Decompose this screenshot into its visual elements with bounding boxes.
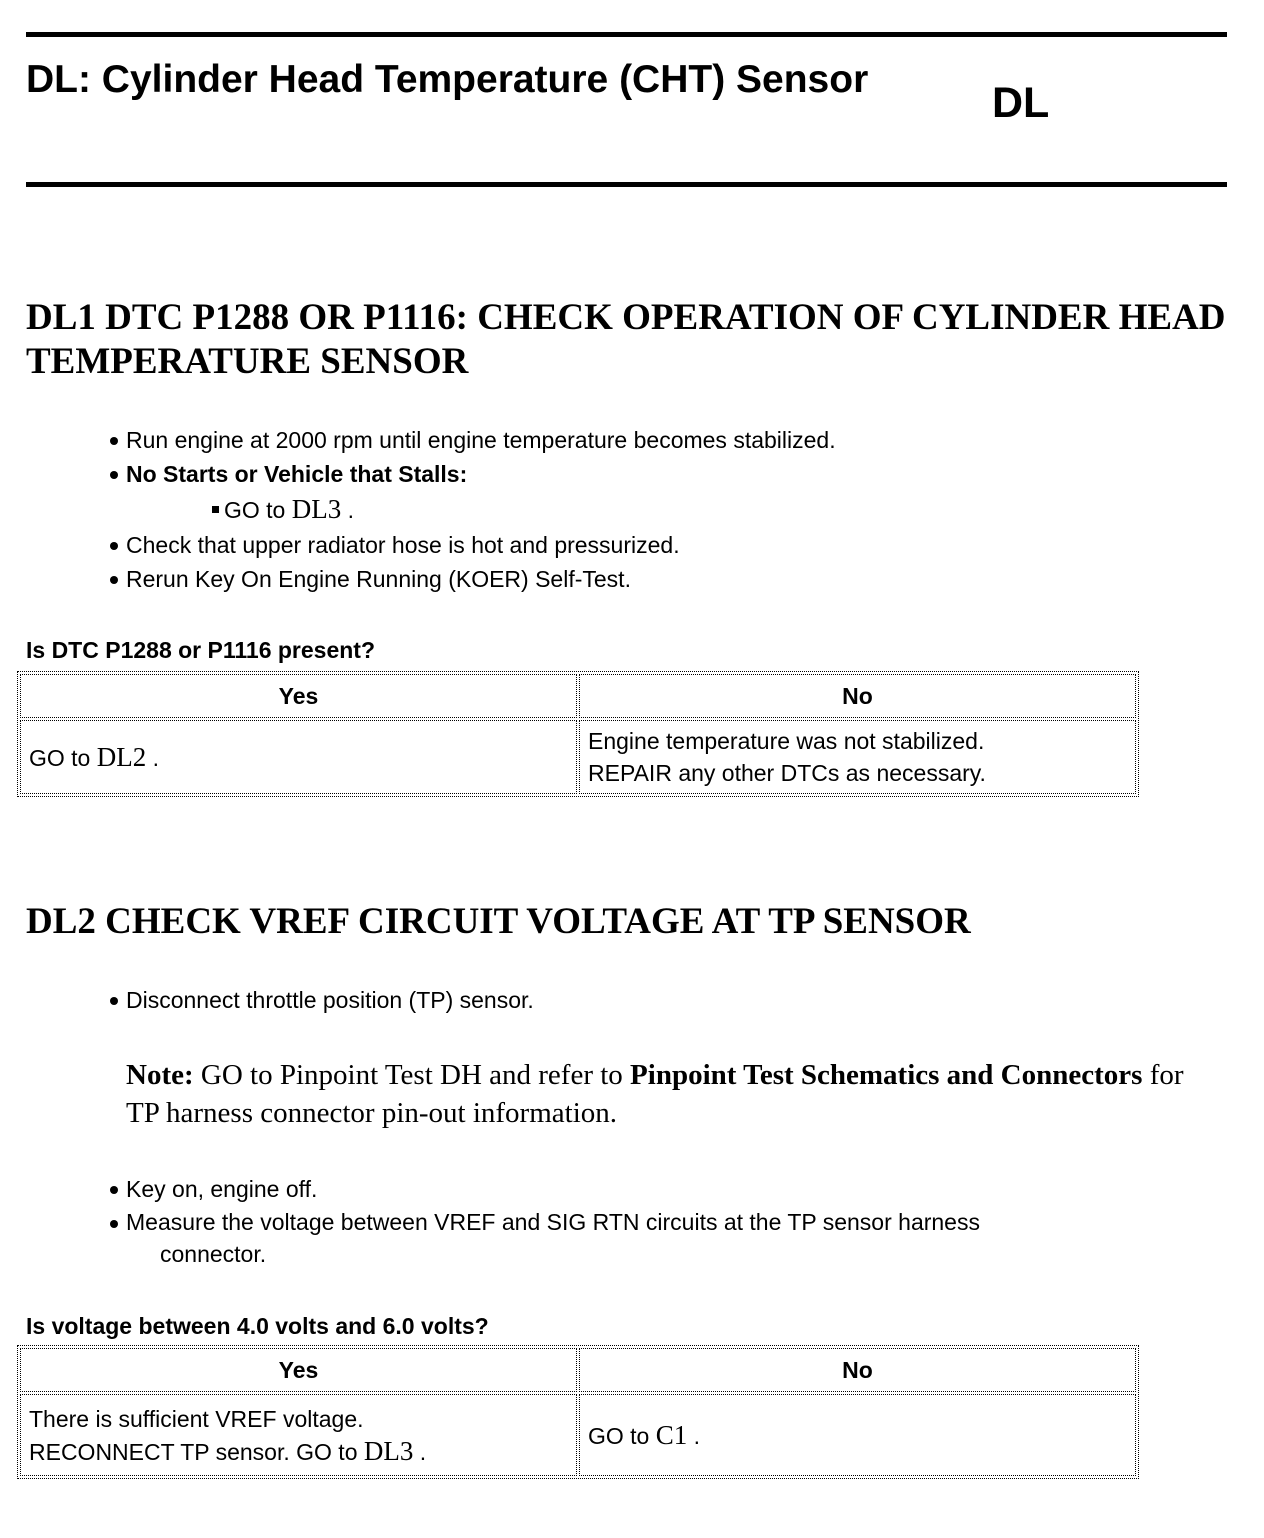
step-dl1-question: Is DTC P1288 or P1116 present? bbox=[26, 637, 376, 663]
bullet-icon bbox=[110, 997, 118, 1005]
no-cell: GO to C1 . bbox=[579, 1394, 1136, 1476]
list-item: Check that upper radiator hose is hot and pressurized. bbox=[108, 528, 1208, 562]
bullet-icon bbox=[110, 542, 118, 550]
link-dl3[interactable]: DL3 bbox=[291, 494, 342, 524]
no-header: No bbox=[579, 674, 1136, 718]
step-dl2-result-table bbox=[17, 1345, 1139, 1479]
bullet-icon bbox=[110, 437, 118, 445]
yes-header: Yes bbox=[20, 674, 577, 718]
header-bottom-rule bbox=[26, 182, 1227, 187]
step-dl1-instructions bbox=[108, 423, 1208, 596]
list-item: Disconnect throttle position (TP) sensor. bbox=[108, 983, 1208, 1017]
yes-header: Yes bbox=[20, 1348, 577, 1392]
square-bullet-icon bbox=[212, 506, 219, 513]
step-dl1-result-table bbox=[17, 671, 1139, 797]
list-item: Run engine at 2000 rpm until engine temperature becomes stabilized. bbox=[108, 423, 1208, 457]
list-item: Rerun Key On Engine Running (KOER) Self-Test. bbox=[108, 562, 1208, 596]
list-item: Key on, engine off. bbox=[108, 1172, 1208, 1206]
note-paragraph: Note: GO to Pinpoint Test DH and refer to Pinpoint Test Schematics and Connectors for TP harness connector pin-out information. bbox=[126, 1059, 1184, 1129]
bullet-icon bbox=[110, 471, 118, 479]
page-title: DL: Cylinder Head Temperature (CHT) Sensor bbox=[26, 58, 869, 101]
step-dl2-title: DL2 CHECK VREF CIRCUIT VOLTAGE AT TP SENSOR bbox=[26, 901, 971, 942]
bullet-icon bbox=[110, 1220, 118, 1228]
list-item: No Starts or Vehicle that Stalls: bbox=[108, 457, 1208, 491]
no-cell: Engine temperature was not stabilized. REPAIR any other DTCs as necessary. bbox=[579, 720, 1136, 794]
list-item: Measure the voltage between VREF and SIG RTN circuits at the TP sensor harness connector. bbox=[108, 1206, 1208, 1270]
step-dl2-instructions-a bbox=[108, 983, 1208, 1017]
no-header: No bbox=[579, 1348, 1136, 1392]
link-pinpoint-test-schematics[interactable]: Pinpoint Test Schematics and Connectors bbox=[630, 1059, 1143, 1091]
bullet-icon bbox=[110, 576, 118, 584]
link-c1[interactable]: C1 bbox=[655, 1419, 688, 1450]
step-dl1-title: DL1 DTC P1288 OR P1116: CHECK OPERATION OF CYLINDER HEAD TEMPERATURE SENSOR bbox=[26, 297, 1226, 382]
yes-cell: GO to DL2 . bbox=[20, 720, 577, 794]
link-dl3[interactable]: DL3 bbox=[363, 1435, 414, 1466]
step-dl2-instructions-b bbox=[108, 1172, 1208, 1270]
link-dl2[interactable]: DL2 bbox=[96, 741, 147, 772]
top-rule bbox=[26, 32, 1227, 37]
sub-list-item: GO to DL3 . bbox=[108, 491, 1208, 528]
yes-cell: There is sufficient VREF voltage. RECONNECT TP sensor. GO to DL3 . bbox=[20, 1394, 577, 1476]
step-dl2-question: Is voltage between 4.0 volts and 6.0 volts? bbox=[26, 1313, 489, 1339]
bullet-icon bbox=[110, 1186, 118, 1194]
section-code: DL bbox=[992, 79, 1050, 127]
